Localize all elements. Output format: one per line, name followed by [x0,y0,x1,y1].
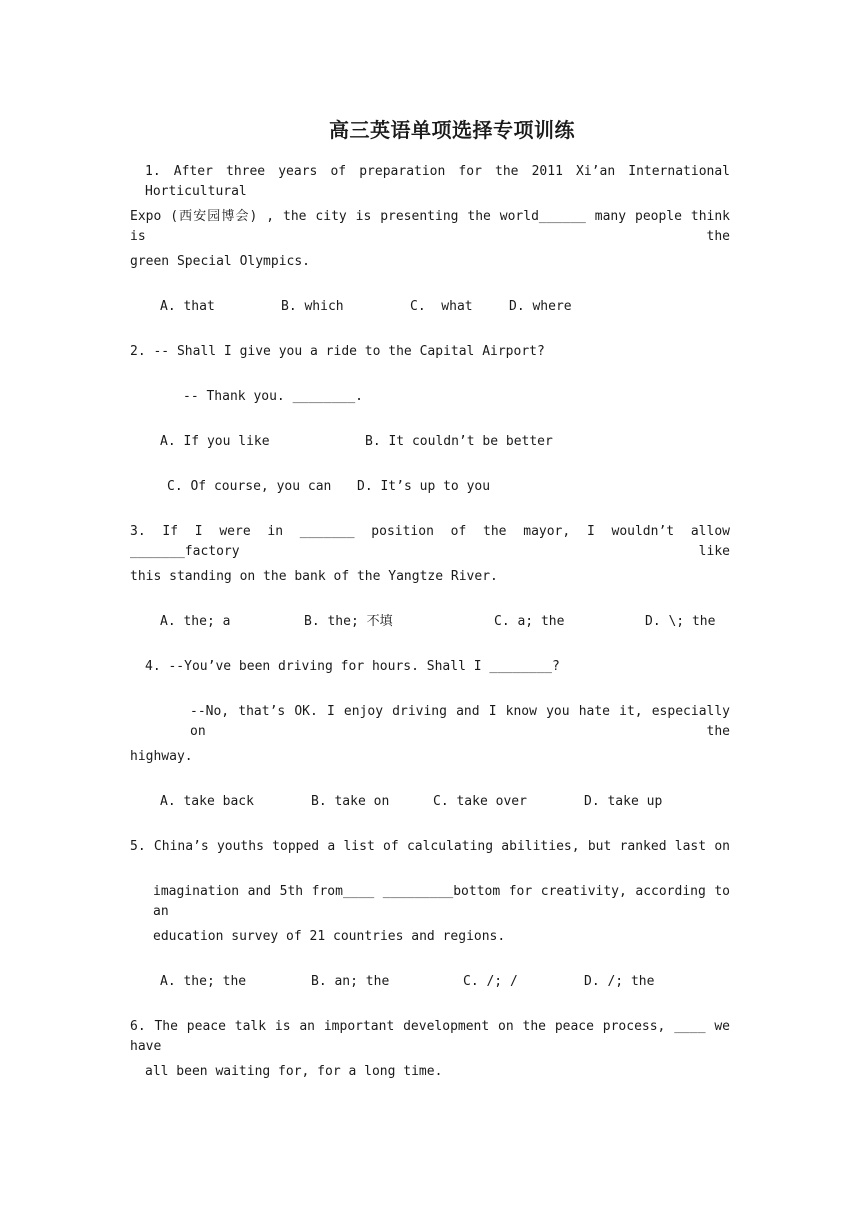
q5-option-d: D. /; the [584,974,655,989]
q1-stem-line-1: 1. After three years of preparation for the 2011 Xi’an International Horticultural [145,164,730,199]
q2-option-d: D. It’s up to you [357,479,491,494]
q4-stem-line-2: --No, that’s OK. I enjoy driving and I know you hate it, especially on the [190,704,730,739]
q5-option-b: B. an; the [311,974,390,989]
q3-stem-line-2: this standing on the bank of the Yangtze River. [130,569,498,584]
q6-stem-line-1: 6. The peace talk is an important development on the peace process, ____ we have [130,1019,730,1054]
page-title: 高三英语单项选择专项训练 [329,118,575,142]
q4-option-c: C. take over [433,794,527,809]
q1-option-c: C. what [410,299,473,314]
q5-option-a: A. the; the [160,974,247,989]
q5-stem-line-3: education survey of 21 countries and regions. [153,929,506,944]
q3-option-a: A. the; a [160,614,231,629]
q5-stem-line-1: 5. China’s youths topped a list of calculating abilities, but ranked last on [130,839,730,854]
q2-option-a: A. If you like [160,434,270,449]
q3-option-b: B. the; 不填 [304,614,393,629]
q1-stem-line-2: Expo (西安园博会) , the city is presenting the world______ many people think is the [130,209,730,244]
q4-option-b: B. take on [311,794,390,809]
q5-stem-line-2: imagination and 5th from____ _________bottom for creativity, according to an [153,884,730,919]
q3-option-c: C. a; the [494,614,565,629]
q1-option-d: D. where [509,299,572,314]
q4-stem-line-3: highway. [130,749,193,764]
q5-option-c: C. /; / [463,974,518,989]
q2-option-c: C. Of course, you can [167,479,332,494]
q1-stem-line-3: green Special Olympics. [130,254,311,269]
q3-stem-line-1: 3. If I were in _______ position of the mayor, I wouldn’t allow _______factory like [130,524,730,559]
q3-option-d: D. \; the [645,614,716,629]
q2-stem-line-2: -- Thank you. ________. [183,389,364,404]
q1-option-b: B. which [281,299,344,314]
q6-stem-line-2: all been waiting for, for a long time. [145,1064,443,1079]
q4-stem-line-1: 4. --You’ve been driving for hours. Shall I ________? [145,659,560,674]
q1-option-a: A. that [160,299,215,314]
q4-option-d: D. take up [584,794,663,809]
q4-option-a: A. take back [160,794,254,809]
q2-stem-line-1: 2. -- Shall I give you a ride to the Capital Airport? [130,344,545,359]
q2-option-b: B. It couldn’t be better [365,434,553,449]
